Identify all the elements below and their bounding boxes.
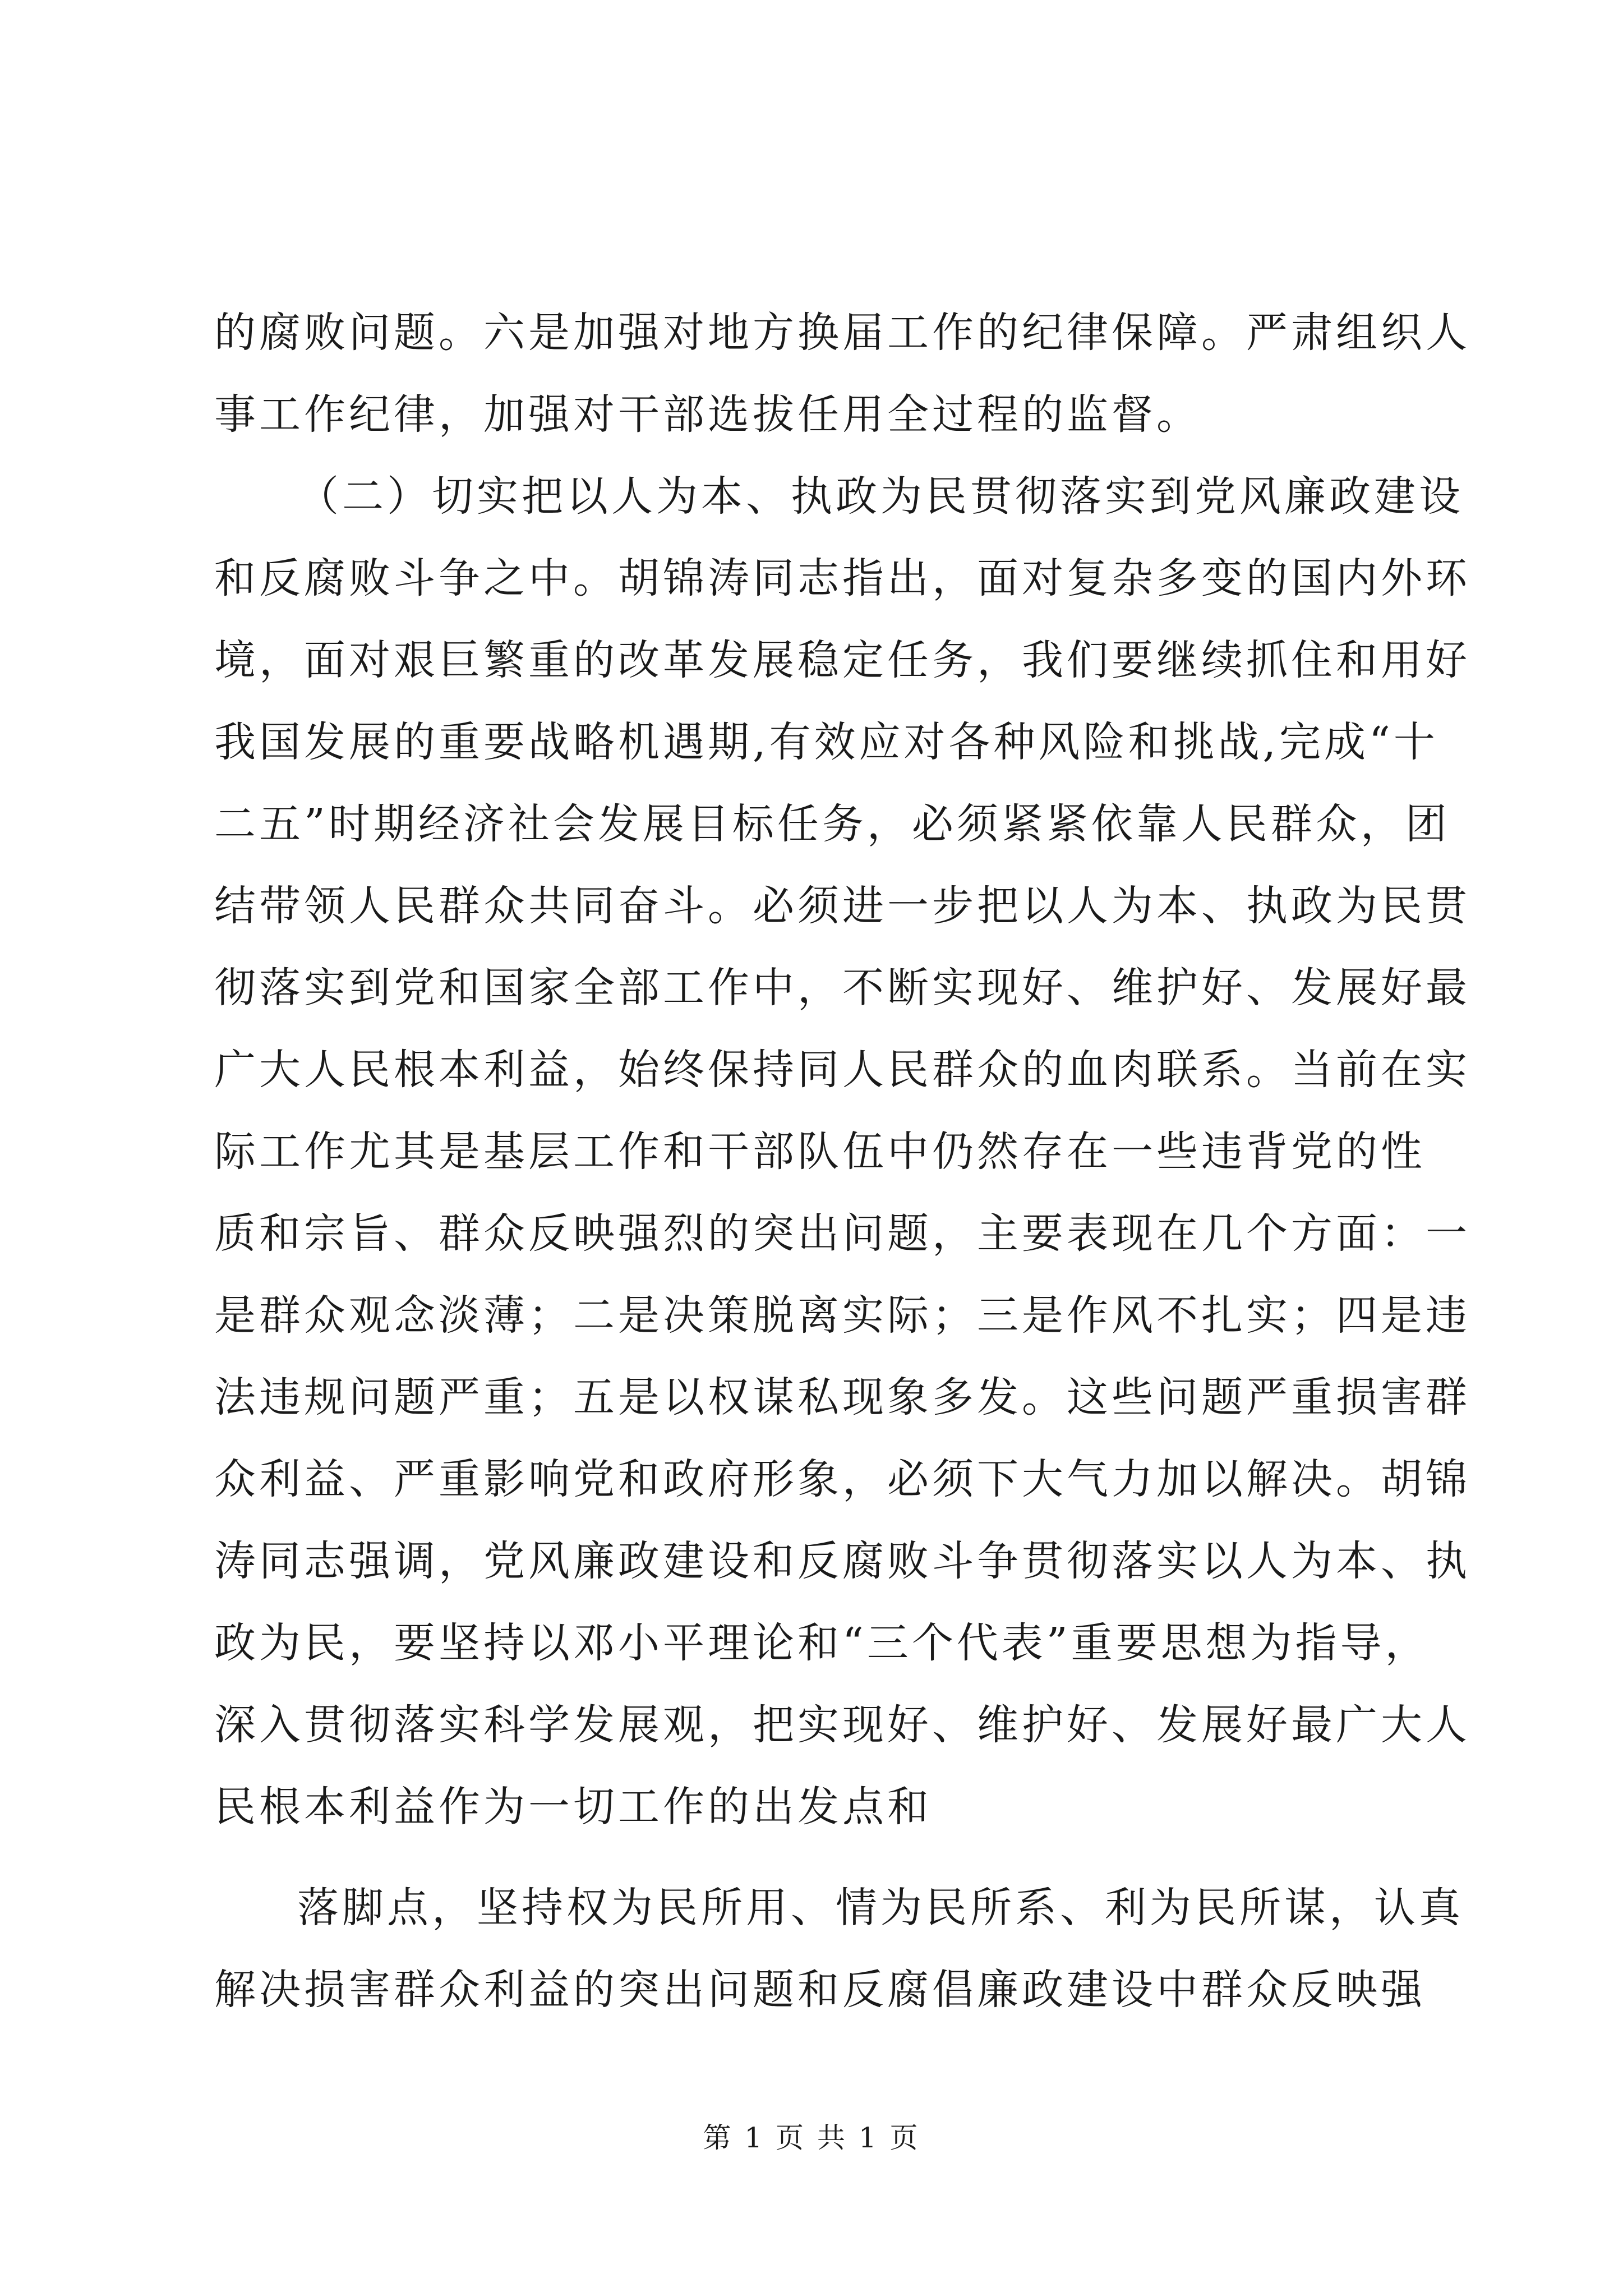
text-line: 涛同志强调，党风廉政建设和反腐败斗争贯彻落实以人为本、执 [214, 1537, 1470, 1585]
page-number-footer: 第 1 页 共 1 页 [703, 2122, 920, 2154]
text-line: 事工作纪律，加强对干部选拔任用全过程的监督。 [214, 390, 1201, 439]
text-line: 民根本利益作为一切工作的出发点和 [214, 1783, 932, 1831]
text-line: 的腐败问题。六是加强对地方换届工作的纪律保障。严肃组织人 [214, 309, 1470, 357]
text-line: 二五”时期经济社会发展目标任务，必须紧紧依靠人民群众，团 [214, 800, 1450, 848]
document-body [214, 292, 1470, 2031]
text-line: 解决损害群众利益的突出问题和反腐倡廉政建设中群众反映强 [214, 1966, 1426, 2014]
text-line: 落脚点，坚持权为民所用、情为民所系、利为民所谋，认真 [297, 1884, 1464, 1932]
text-line: 和反腐败斗争之中。胡锦涛同志指出，面对复杂多变的国内外环 [214, 554, 1470, 602]
text-line: 法违规问题严重；五是以权谋私现象多发。这些问题严重损害群 [214, 1373, 1470, 1421]
text-line: 际工作尤其是基层工作和干部队伍中仍然存在一些违背党的性 [214, 1128, 1426, 1176]
text-line: 深入贯彻落实科学发展观，把实现好、维护好、发展好最广大人 [214, 1701, 1470, 1749]
text-line: 是群众观念淡薄；二是决策脱离实际；三是作风不扎实；四是违 [214, 1291, 1470, 1340]
text-line: 我国发展的重要战略机遇期,有效应对各种风险和挑战,完成“十 [214, 718, 1438, 766]
text-line: 结带领人民群众共同奋斗。必须进一步把以人为本、执政为民贯 [214, 882, 1470, 930]
text-line: 广大人民根本利益，始终保持同人民群众的血肉联系。当前在实 [214, 1046, 1470, 1094]
text-line: 质和宗旨、群众反映强烈的突出问题，主要表现在几个方面：一 [214, 1209, 1470, 1258]
text-line: 政为民，要坚持以邓小平理论和“三个代表”重要思想为指导， [214, 1619, 1430, 1667]
text-line: 众利益、严重影响党和政府形象，必须下大气力加以解决。胡锦 [214, 1455, 1470, 1503]
text-line: （二）切实把以人为本、执政为民贯彻落实到党风廉政建设 [297, 472, 1464, 521]
text-line: 彻落实到党和国家全部工作中，不断实现好、维护好、发展好最 [214, 964, 1470, 1012]
text-line: 境，面对艰巨繁重的改革发展稳定任务，我们要继续抓住和用好 [214, 636, 1470, 684]
